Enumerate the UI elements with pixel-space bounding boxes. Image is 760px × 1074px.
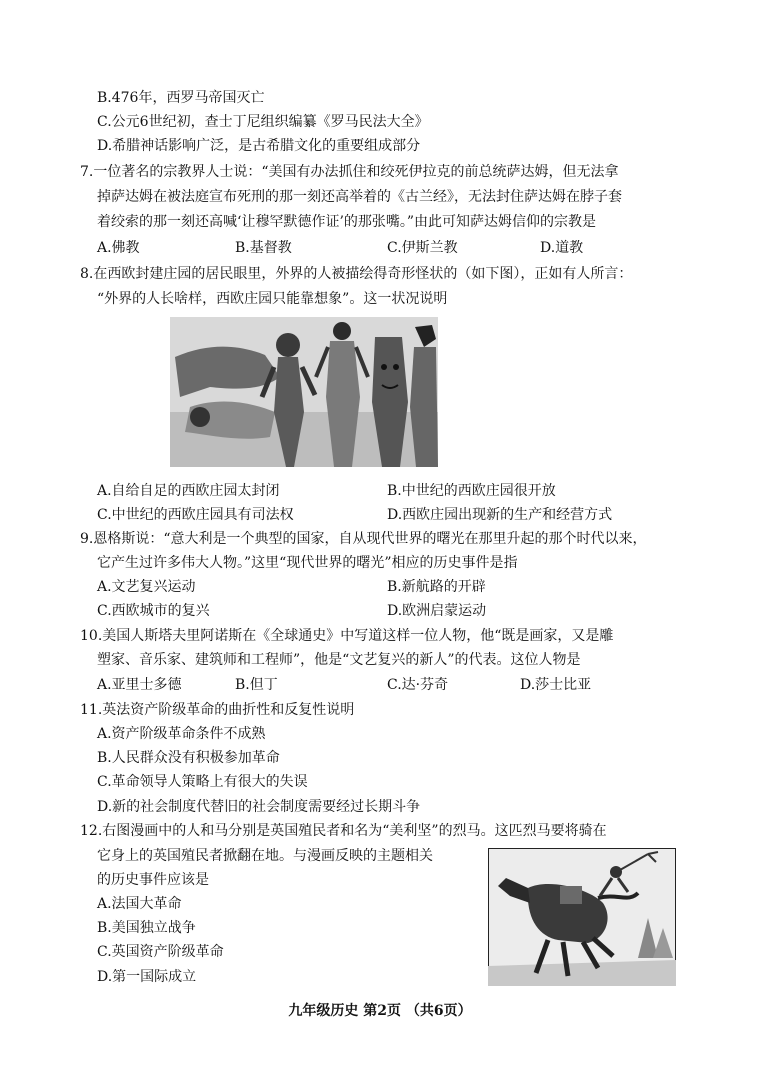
q8-option-d: D.西欧庄园出现新的生产和经营方式: [387, 507, 613, 523]
q11-option-d: D.新的社会制度代替旧的社会制度需要经过长期斗争: [97, 799, 421, 815]
q9-stem-line1: 9.恩格斯说：“意大利是一个典型的国家，自从现代世界的曙光在那里升起的那个时代以来，: [80, 531, 647, 547]
q12-stem-line2: 它身上的英国殖民者掀翻在地。与漫画反映的主题相关: [97, 848, 433, 864]
q11-stem: 11.英法资产阶级革命的曲折性和反复性说明: [80, 702, 355, 718]
q12-option-d: D.第一国际成立: [97, 969, 197, 985]
q6-option-d: D.希腊神话影响广泛，是古希腊文化的重要组成部分: [97, 138, 421, 154]
q8-option-a: A.自给自足的西欧庄园太封闭: [97, 483, 280, 499]
q7-option-a: A.佛教: [97, 240, 140, 256]
q12-figure-horse-cartoon: [488, 848, 676, 986]
q7-option-b: B.基督教: [235, 240, 292, 256]
q11-option-c: C.革命领导人策略上有很大的失误: [97, 774, 308, 790]
q8-option-c: C.中世纪的西欧庄园具有司法权: [97, 507, 294, 523]
q8-figure-monsters: [170, 317, 438, 467]
q10-stem-line2: 塑家、音乐家、建筑师和工程师”，他是“文艺复兴的新人”的代表。这位人物是: [97, 652, 581, 668]
q10-stem-line1: 10.美国人斯塔夫里阿诺斯在《全球通史》中写道这样一位人物，他“既是画家，又是雕: [80, 628, 614, 644]
q9-option-d: D.欧洲启蒙运动: [387, 603, 487, 619]
q11-option-b: B.人民群众没有积极参加革命: [97, 750, 280, 766]
q9-option-c: C.西欧城市的复兴: [97, 603, 210, 619]
q8-option-b: B.中世纪的西欧庄园很开放: [387, 483, 556, 499]
q12-stem-line3: 的历史事件应该是: [97, 872, 209, 888]
q7-stem-line3: 着绞索的那一刻还高喊‘让穆罕默德作证’的那张嘴。”由此可知萨达姆信仰的宗教是: [97, 214, 597, 230]
q12-option-c: C.英国资产阶级革命: [97, 944, 224, 960]
q10-option-d: D.莎士比亚: [520, 677, 592, 693]
q9-option-b: B.新航路的开辟: [387, 579, 486, 595]
page-footer: 九年级历史 第2页 （共6页）: [288, 1003, 472, 1019]
q10-option-c: C.达·芬奇: [387, 677, 449, 693]
q6-option-c: C.公元6世纪初，查士丁尼组织编纂《罗马民法大全》: [97, 114, 429, 130]
q8-stem-line1: 8.在西欧封建庄园的居民眼里，外界的人被描绘得奇形怪状的（如下图），正如有人所言：: [80, 266, 633, 282]
q8-stem-line2: “外界的人长啥样，西欧庄园只能靠想象”。这一状况说明: [97, 291, 448, 307]
q11-option-a: A.资产阶级革命条件不成熟: [97, 726, 266, 742]
q6-option-b: B.476年，西罗马帝国灭亡: [97, 90, 265, 106]
q7-stem-line1: 7.一位著名的宗教界人士说：“美国有办法抓住和绞死伊拉克的前总统萨达姆，但无法拿: [80, 164, 619, 180]
q7-option-c: C.伊斯兰教: [387, 240, 458, 256]
q9-stem-line2: 它产生过许多伟大人物。”这里“现代世界的曙光”相应的历史事件是指: [97, 555, 518, 571]
q7-stem-line2: 掉萨达姆在被法庭宣布死刑的那一刻还高举着的《古兰经》，无法封住萨达姆在脖子套: [97, 189, 622, 205]
q7-option-d: D.道教: [540, 240, 584, 256]
q12-stem-line1: 12.右图漫画中的人和马分别是英国殖民者和名为“美利坚”的烈马。这匹烈马要将骑在: [80, 823, 607, 839]
q10-option-b: B.但丁: [235, 677, 278, 693]
q12-option-a: A.法国大革命: [97, 896, 182, 912]
q9-option-a: A.文艺复兴运动: [97, 579, 196, 595]
q12-option-b: B.美国独立战争: [97, 920, 196, 936]
q10-option-a: A.亚里士多德: [97, 677, 182, 693]
